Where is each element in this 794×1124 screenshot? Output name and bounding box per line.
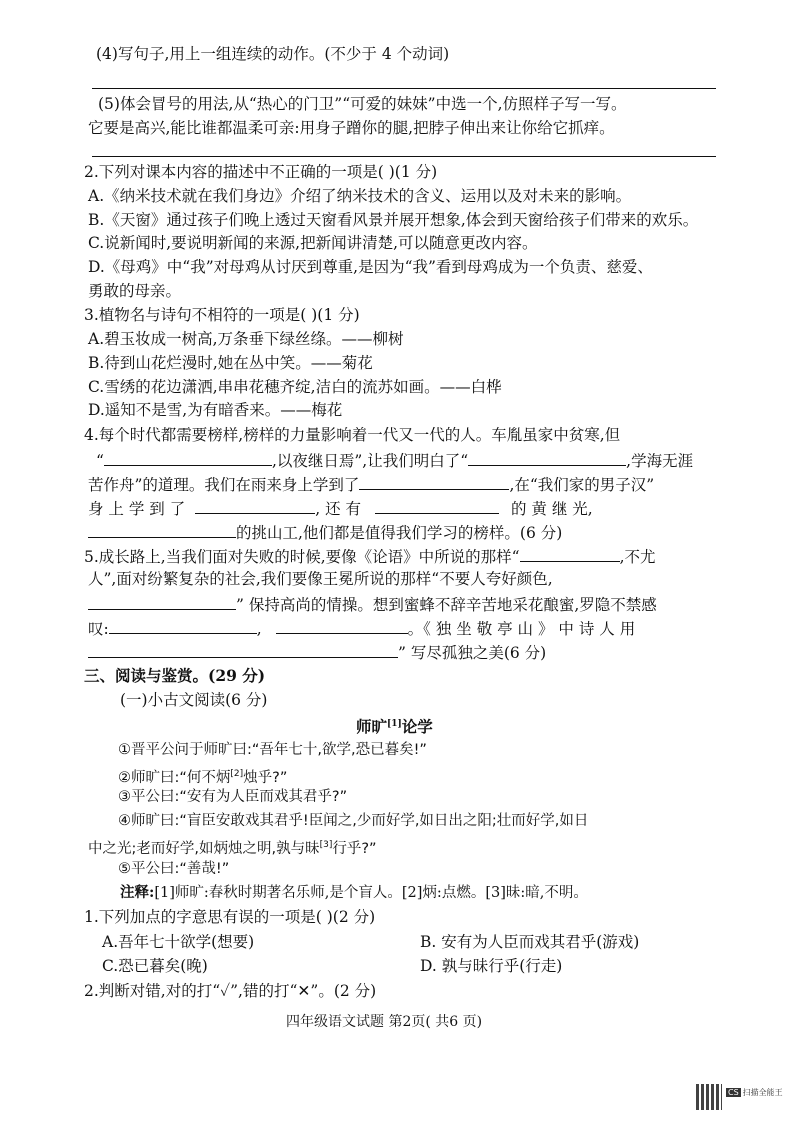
section3-heading: 三、阅读与鉴赏。(29 分): [84, 666, 266, 685]
q4-text-3b: ,在“我们家的男子汉”: [509, 476, 655, 494]
q4-open-quote: “: [96, 452, 104, 470]
q5-text-4c: 。《 独 坐 敬 亭 山 》 中 诗 人 用: [407, 620, 636, 638]
passage-p4b-b: 行乎?”: [332, 840, 377, 857]
passage-p4-cont: [88, 835, 377, 859]
q4-text-4a: 身 上 学 到 了: [88, 500, 186, 518]
q4-line-1: 4.每个时代都需要榜样,榜样的力量影响着一代又一代的人。车胤虽家中贫寒,但: [84, 426, 621, 444]
q3-option-a: A.碧玉妆成一树高,万条垂下绿丝绦。——柳树: [88, 330, 404, 348]
q5-blank-3[interactable]: [109, 617, 257, 634]
q5-answer-line[interactable]: [92, 156, 716, 157]
notes-text: [1]师旷:春秋时期著名乐师,是个盲人。[2]炳:点燃。[3]昧:暗,不明。: [154, 885, 588, 901]
q5-blank-4[interactable]: [276, 617, 408, 634]
read-q1-option-b: B. 安有为人臣而戏其君乎(游戏): [420, 933, 640, 951]
q4-blank-2[interactable]: [468, 449, 626, 466]
passage-p4-note: [3]: [319, 840, 333, 850]
read-q1-option-a: A.吾年七十欲学(想要): [102, 933, 255, 951]
q3-option-b: B.待到山花烂漫时,她在丛中笑。——菊花: [88, 354, 373, 372]
q2-option-d: D.《母鸡》中“我”对母鸡从讨厌到尊重,是因为“我”看到母鸡成为一个负责、慈爱、: [88, 258, 653, 276]
passage-p1: ①晋平公问于师旷曰:“吾年七十,欲学,恐已暮矣!”: [118, 742, 427, 758]
q5-text-1a: 5.成长路上,当我们面对失败的时候,要像《论语》中所说的那样“: [84, 548, 520, 566]
q5-text-1b: ,不尤: [619, 548, 656, 566]
section3-subheading: (一)小古文阅读(6 分): [120, 691, 268, 709]
passage-title: [356, 714, 433, 737]
q5-line-2: 人”,面对纷繁复杂的社会,我们要像王冕所说的那样“不要人夸好颜色,: [88, 570, 553, 588]
q3-stem: 3.植物名与诗句不相符的一项是( )(1 分): [84, 306, 360, 324]
q4-blank-5[interactable]: [375, 497, 499, 514]
q5-blank-1[interactable]: [520, 545, 620, 562]
q4-text-3a: 苦作舟”的道理。我们在雨来身上学到了: [88, 476, 360, 494]
q4-blank-4[interactable]: [195, 497, 315, 514]
passage-title-a: 师旷: [356, 717, 388, 737]
q4-text-4b: , 还 有: [315, 500, 361, 518]
q5-line-5: [88, 641, 546, 663]
q5-line-3: [88, 593, 657, 615]
scanner-watermark: [726, 1087, 783, 1098]
q5-writing-prompt: (5)体会冒号的用法,从“热心的门卫”“可爱的妹妹”中选一个,仿照样子写一写。: [98, 95, 627, 113]
q4-answer-line[interactable]: [92, 88, 716, 89]
notes-label: 注释:: [120, 884, 155, 901]
read-q1-stem: 1.下列加点的字意思有误的一项是( )(2 分): [84, 908, 376, 926]
q2-option-c: C.说新闻时,要说明新闻的来源,把新闻讲清楚,可以随意更改内容。: [88, 234, 538, 252]
q4-text-5: 的挑山工,他们都是值得我们学习的榜样。(6 分): [236, 524, 563, 542]
q2-option-d-cont: 勇敢的母亲。: [88, 282, 182, 300]
passage-p2: [118, 764, 287, 788]
q4-blank-6[interactable]: [88, 521, 236, 538]
q4-blank-3[interactable]: [359, 473, 509, 490]
q5-text-4b: ,: [256, 620, 262, 638]
passage-p5: ⑤平公曰:“善哉!”: [118, 861, 230, 877]
scanner-name: 扫描全能王: [742, 1088, 783, 1097]
q5-line-4: [88, 617, 635, 639]
q4-line-5: [88, 521, 562, 543]
q5-example-sentence: 它要是高兴,能比谁都温柔可亲:用身子蹭你的腿,把脖子伸出来让你给它抓痒。: [88, 119, 615, 137]
q4-line-2: [96, 449, 693, 471]
passage-p2b: 烛乎?”: [243, 769, 288, 786]
passage-p2-note: [2]: [230, 769, 244, 779]
read-q1-option-c: C.恐已暮矣(晚): [102, 957, 208, 975]
q4-blank-1[interactable]: [104, 449, 272, 466]
q4-line-4: [88, 497, 593, 519]
passage-p4: ④师旷曰:“盲臣安敢戏其君乎!臣闻之,少而好学,如日出之阳;壮而好学,如日: [118, 813, 589, 829]
qr-code-icon: [696, 1084, 722, 1110]
q5-text-4a: 叹:: [88, 620, 109, 638]
passage-p2a: ②师旷曰:“何不炳: [118, 769, 231, 786]
passage-p3: ③平公曰:“安有为人臣而戏其君乎?”: [118, 789, 348, 805]
q4-text-2b: ,以夜继日焉”,让我们明白了“: [271, 452, 469, 470]
q5-blank-5[interactable]: [88, 641, 398, 658]
passage-notes: [120, 883, 588, 903]
q2-option-b: B.《天窗》通过孩子们晚上透过天窗看风景并展开想象,体会到天窗给孩子们带来的欢乐。: [88, 211, 699, 229]
q4-writing-prompt: (4)写句子,用上一组连续的动作。(不少于 4 个动词): [96, 45, 450, 63]
q3-option-c: C.雪绣的花边潇洒,串串花穗齐绽,洁白的流苏如画。——白桦: [88, 378, 502, 396]
q3-option-d: D.遥知不是雪,为有暗香来。——梅花: [88, 401, 343, 419]
q5-blank-2[interactable]: [88, 593, 236, 610]
q5-line-1: [84, 545, 656, 567]
passage-p4b-a: 中之光;老而好学,如炳烛之明,孰与昧: [88, 840, 320, 857]
q2-stem: 2.下列对课本内容的描述中不正确的一项是( )(1 分): [84, 163, 438, 181]
q5-text-3a: ” 保持高尚的情操。想到蜜蜂不辞辛苦地采花酿蜜,罗隐不禁感: [236, 596, 657, 614]
q4-text-4c: 的 黄 继 光,: [511, 500, 593, 518]
passage-title-note: [1]: [387, 719, 402, 729]
q4-line-3: [88, 473, 654, 495]
q2-option-a: A.《纳米技术就在我们身边》介绍了纳米技术的含义、运用以及对未来的影响。: [88, 187, 632, 205]
scanner-badge: CS: [728, 1088, 739, 1097]
q5-text-5b: ” 写尽孤独之美(6 分): [398, 644, 547, 662]
q4-text-2c: ,学海无涯: [626, 452, 694, 470]
passage-title-b: 论学: [401, 717, 433, 737]
page-footer: 四年级语文试题 第2页( 共6 页): [286, 1014, 483, 1030]
read-q2-stem: 2.判断对错,对的打“✓”,错的打“✕”。(2 分): [84, 982, 377, 1000]
read-q1-option-d: D. 孰与昧行乎(行走): [420, 957, 563, 975]
